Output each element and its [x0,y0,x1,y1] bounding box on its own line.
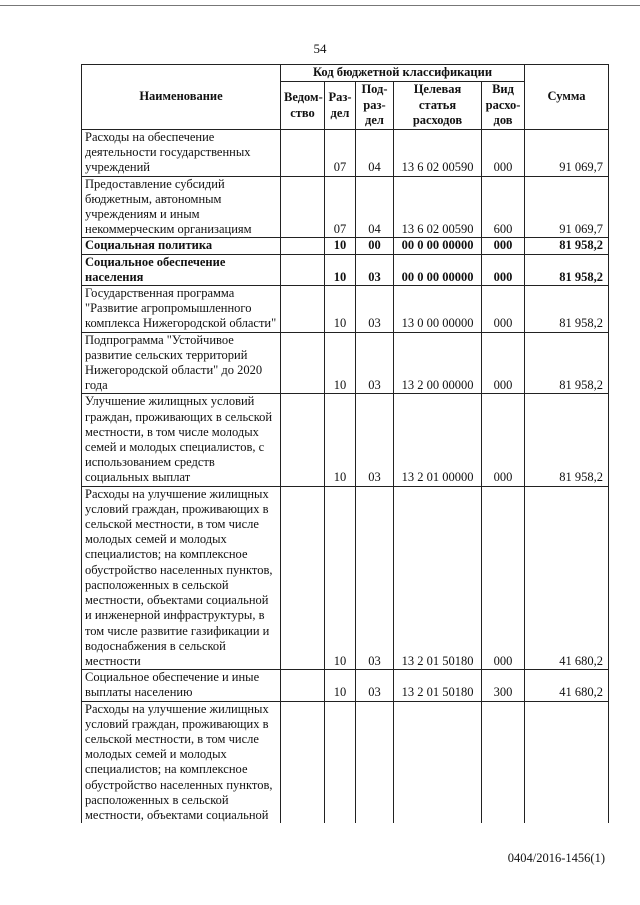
row-summa: 81 958,2 [525,332,609,394]
row-name: Государственная программа "Развитие агропромышленного комплекса Нижегородской области" [82,286,281,333]
row-razdel: 10 [325,332,356,394]
row-razdel: 10 [325,238,356,254]
row-tselevaya: 00 0 00 00000 [394,254,482,285]
row-name: Социальная политика [82,238,281,254]
row-ved [281,394,325,486]
row-summa: 41 680,2 [525,670,609,701]
row-podrazdel: 03 [356,286,394,333]
row-summa: 41 680,2 [525,486,609,669]
budget-table [81,64,609,823]
row-summa [525,701,609,823]
row-name: Расходы на обеспечение деятельности государственных учреждений [82,130,281,177]
row-vid: 000 [482,286,525,333]
row-name: Расходы на улучшение жилищных условий граждан, проживающих в сельской местности, в том числе молодых семей и молодых специалистов; на комплексное обустройство населенных пунктов, расположенных в сельской местности, объектами социальной [82,701,281,823]
header-ved: Ведом-ство [281,82,325,130]
row-ved [281,254,325,285]
table-row [82,701,609,823]
row-vid: 300 [482,670,525,701]
table-row [82,130,609,177]
row-vid: 000 [482,394,525,486]
table-row [82,332,609,394]
row-tselevaya: 13 6 02 00590 [394,130,482,177]
table-row [82,254,609,285]
row-podrazdel [356,701,394,823]
header-tselevaya: Целевая статья расходов [394,82,482,130]
row-vid [482,701,525,823]
row-tselevaya: 13 0 00 00000 [394,286,482,333]
row-tselevaya: 13 6 02 00590 [394,176,482,238]
row-name: Предоставление субсидий бюджетным, автономным учреждениям и иным некоммерческим организациям [82,176,281,238]
table-row [82,176,609,238]
row-podrazdel: 03 [356,486,394,669]
row-tselevaya: 13 2 01 00000 [394,394,482,486]
row-summa: 81 958,2 [525,286,609,333]
table-row [82,286,609,333]
header-budget-classification: Код бюджетной классификации [281,65,525,82]
row-ved [281,701,325,823]
row-podrazdel: 03 [356,670,394,701]
header-podrazdel: Под-раз-дел [356,82,394,130]
row-razdel [325,701,356,823]
row-ved [281,486,325,669]
row-name: Социальное обеспечение и иные выплаты населению [82,670,281,701]
row-vid: 000 [482,486,525,669]
row-podrazdel: 04 [356,176,394,238]
row-vid: 000 [482,238,525,254]
row-podrazdel: 03 [356,254,394,285]
row-summa: 91 069,7 [525,176,609,238]
header-vid: Вид расхо-дов [482,82,525,130]
header-name: Наименование [82,65,281,130]
row-vid: 000 [482,332,525,394]
row-podrazdel: 00 [356,238,394,254]
row-vid: 000 [482,254,525,285]
header-razdel: Раз-дел [325,82,356,130]
row-ved [281,176,325,238]
row-razdel: 10 [325,254,356,285]
row-razdel: 07 [325,176,356,238]
row-ved [281,238,325,254]
row-ved [281,286,325,333]
row-tselevaya: 13 2 01 50180 [394,486,482,669]
row-razdel: 10 [325,394,356,486]
row-name: Подпрограмма "Устойчивое развитие сельских территорий Нижегородской области" до 2020 года [82,332,281,394]
row-razdel: 10 [325,486,356,669]
row-summa: 81 958,2 [525,394,609,486]
table-row [82,238,609,254]
document-code: 0404/2016-1456(1) [507,851,605,865]
top-rule [0,5,640,6]
row-summa: 91 069,7 [525,130,609,177]
row-name: Социальное обеспечение населения [82,254,281,285]
row-razdel: 07 [325,130,356,177]
row-ved [281,670,325,701]
row-vid: 000 [482,130,525,177]
row-summa: 81 958,2 [525,254,609,285]
row-summa: 81 958,2 [525,238,609,254]
row-name: Улучшение жилищных условий граждан, проживающих в сельской местности, в том числе молодых семей и молодых специалистов, с использованием средств социальных выплат [82,394,281,486]
table-row [82,670,609,701]
row-name: Расходы на улучшение жилищных условий граждан, проживающих в сельской местности, в том числе молодых семей и молодых специалистов; на комплексное обустройство населенных пунктов, расположенных в сельской местности, объектами социальной и инженерной инфраструктуры, в том числе развитие газификации и водоснабжения в сельской местности [82,486,281,669]
page-number: 54 [313,41,327,56]
row-tselevaya: 13 2 01 50180 [394,670,482,701]
row-podrazdel: 03 [356,394,394,486]
row-podrazdel: 04 [356,130,394,177]
row-vid: 600 [482,176,525,238]
row-razdel: 10 [325,670,356,701]
row-tselevaya: 13 2 00 00000 [394,332,482,394]
table-row [82,486,609,669]
table-row [82,394,609,486]
row-ved [281,130,325,177]
row-razdel: 10 [325,286,356,333]
row-tselevaya [394,701,482,823]
row-ved [281,332,325,394]
row-tselevaya: 00 0 00 00000 [394,238,482,254]
row-podrazdel: 03 [356,332,394,394]
header-summa: Сумма [525,65,609,130]
